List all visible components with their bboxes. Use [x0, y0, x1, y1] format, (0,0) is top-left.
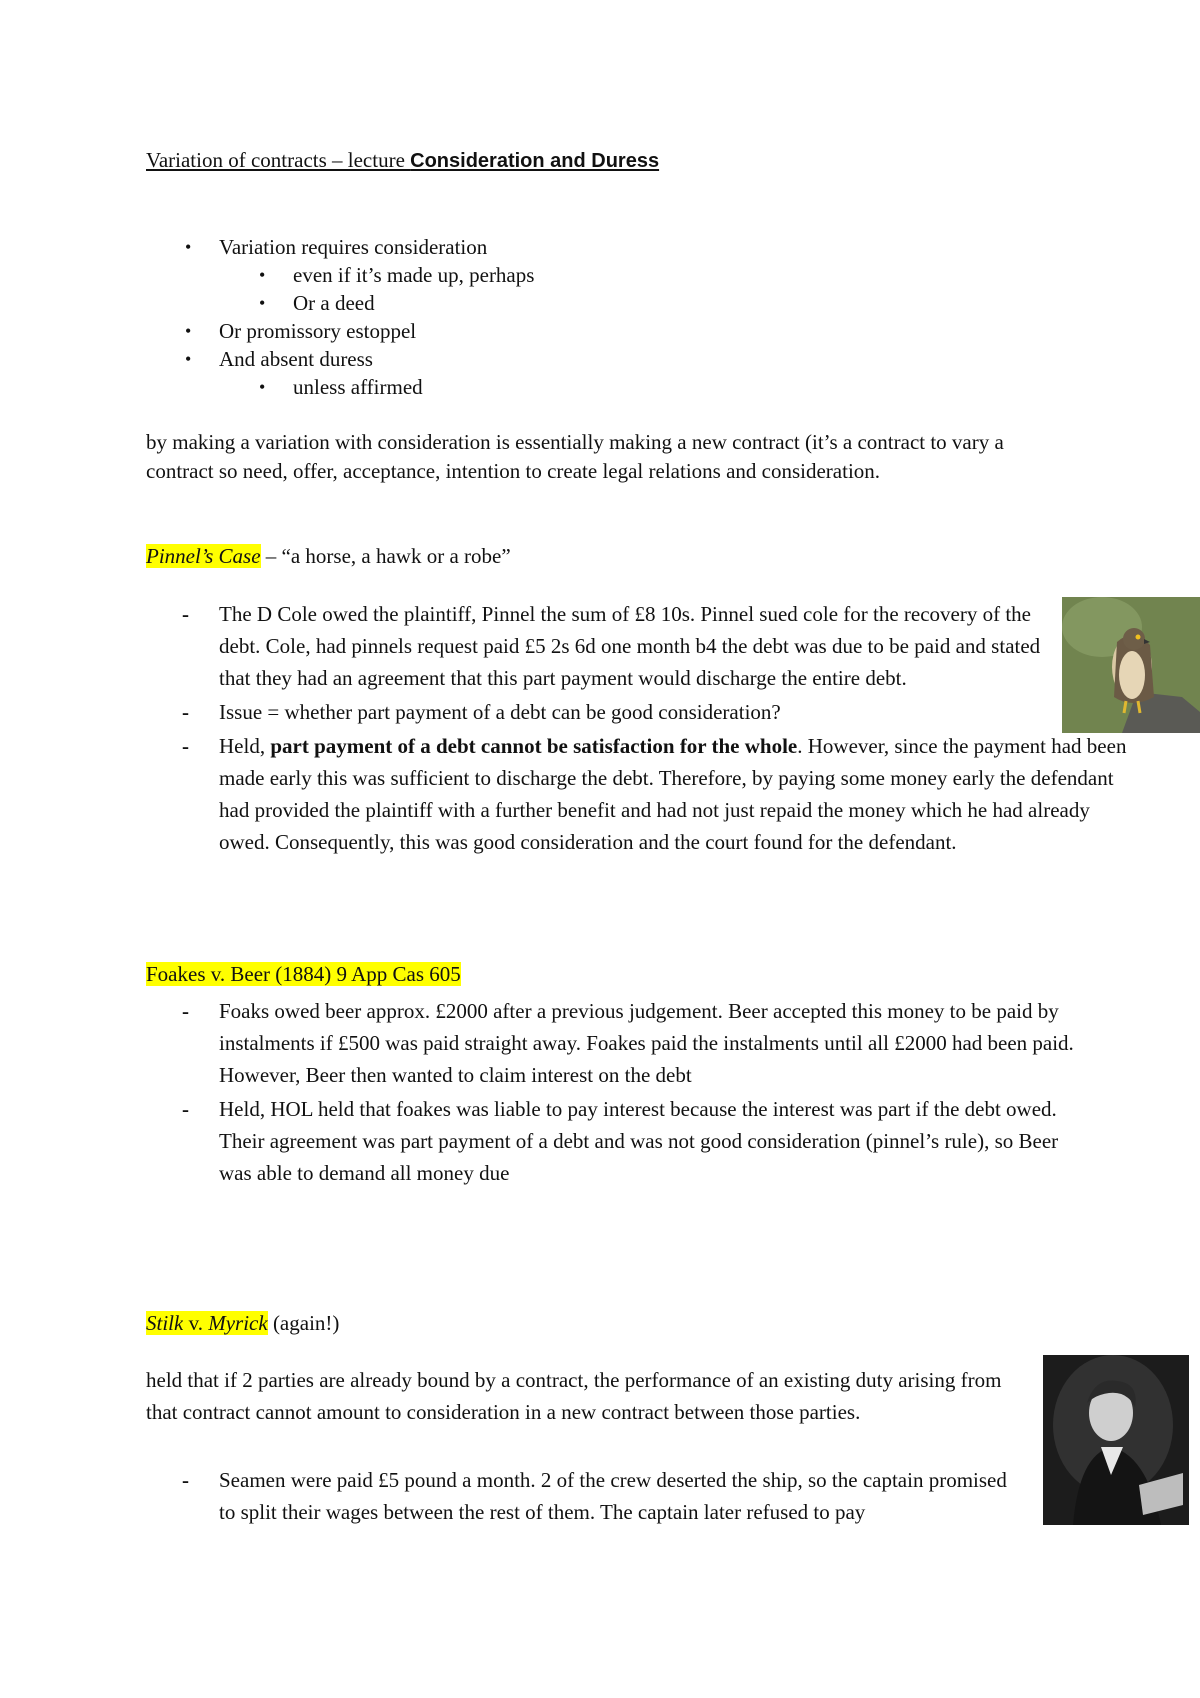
bullet-item [146, 373, 1046, 401]
pinnel-case-name: Pinnel’s Case [146, 544, 261, 568]
bullet-item [146, 317, 1046, 345]
stilk-heading [146, 1309, 339, 1337]
foakes-heading [146, 960, 461, 988]
intro-paragraph: by making a variation with consideration is essentially making a new contract (it’s a contract to vary a contract so need, offer, acceptance, intention to create legal relations and consideration. [146, 430, 1004, 483]
list-item [146, 598, 1049, 694]
list-item [146, 730, 1139, 858]
bullet-list [146, 233, 1046, 401]
stilk-list [146, 1464, 1026, 1530]
list-item-text: Held, [219, 734, 271, 758]
bullet-icon: • [185, 237, 192, 257]
bullet-text: unless affirmed [293, 375, 423, 399]
bullet-text: Variation requires consideration [219, 235, 488, 259]
bullet-icon: • [259, 377, 266, 397]
list-item-text: Seamen were paid £5 pound a month. 2 of the crew deserted the ship, so the captain promised to split their wages between the rest of them. The captain later refused to pay [219, 1468, 1007, 1524]
bullet-icon: • [259, 265, 266, 285]
hawk-photo-icon [1062, 597, 1200, 733]
list-item-text: Foaks owed beer approx. £2000 after a previous judgement. Beer accepted this money to be paid by instalments if £500 was paid straight away. Foakes paid the instalments until all £2000 had been paid. However, Beer then wanted to claim interest on the debt [219, 999, 1074, 1087]
bullet-item [146, 233, 1046, 261]
list-item-text: The D Cole owed the plaintiff, Pinnel the sum of £8 10s. Pinnel sued cole for the recovery of the debt. Cole, had pinnels request paid £5 2s 6d one month b4 the debt was due to be paid and stated that they had an agreement that this part payment would discharge the entire debt. [219, 602, 1041, 690]
bullet-text: Or promissory estoppel [219, 319, 417, 343]
dash-icon: - [182, 602, 189, 626]
stilk-versus: v. [183, 1311, 209, 1335]
page-title [146, 148, 659, 173]
dash-icon: - [182, 734, 189, 758]
list-item [146, 995, 1076, 1091]
portrait-image [1043, 1355, 1189, 1525]
bullet-text: And absent duress [219, 347, 373, 371]
dash-icon: - [182, 999, 189, 1023]
dash-icon: - [182, 700, 189, 724]
bullet-item [146, 345, 1046, 373]
pinnel-heading [146, 542, 511, 570]
stilk-heading-rest: (again!) [267, 1311, 340, 1335]
list-item-text: Issue = whether part payment of a debt can be good consideration? [219, 700, 781, 724]
portrait-engraving-icon [1043, 1355, 1189, 1525]
bullet-text: Or a deed [293, 291, 375, 315]
stilk-paragraph: held that if 2 parties are already bound by a contract, the performance of an existing duty arising from that contract cannot amount to consideration in a new contract between those parties. [146, 1368, 1002, 1424]
foakes-case-name: Foakes v. Beer (1884) 9 App Cas 605 [146, 962, 461, 986]
bullet-icon: • [185, 349, 192, 369]
pinnel-heading-rest: – “a horse, a hawk or a robe” [260, 544, 511, 568]
list-item [146, 1464, 1026, 1528]
stilk-name: Stilk [146, 1311, 184, 1335]
dash-icon: - [182, 1468, 189, 1492]
bullet-icon: • [185, 321, 192, 341]
foakes-list [146, 995, 1076, 1191]
myrick-name: Myrick [208, 1311, 268, 1335]
list-item [146, 696, 1046, 728]
list-item [146, 1093, 1076, 1189]
hawk-image [1062, 597, 1200, 733]
pinnel-list [146, 598, 1127, 860]
list-item-text: . However, since the payment had been made early this was sufficient to discharge the debt. Therefore, by paying some money early the defendant had provided the plaintiff with a further benefit and had not just repaid the money which he had already owed. Consequently, this was good consideration and the court found for the defendant. [219, 734, 1127, 854]
bullet-item [146, 289, 1046, 317]
bullet-text: even if it’s made up, perhaps [293, 263, 535, 287]
list-item-text: Held, HOL held that foakes was liable to pay interest because the interest was part if the debt owed. Their agreement was part payment of a debt and was not good consideration (pinnel’s rule), so Beer was able to demand all money due [219, 1097, 1059, 1185]
dash-icon: - [182, 1097, 189, 1121]
title-prefix: Variation of contracts – lecture [146, 148, 411, 172]
bullet-item [146, 261, 1046, 289]
title-bold: Consideration and Duress [410, 150, 660, 172]
bullet-icon: • [259, 293, 266, 313]
held-bold-text: part payment of a debt cannot be satisfaction for the whole [270, 734, 798, 758]
